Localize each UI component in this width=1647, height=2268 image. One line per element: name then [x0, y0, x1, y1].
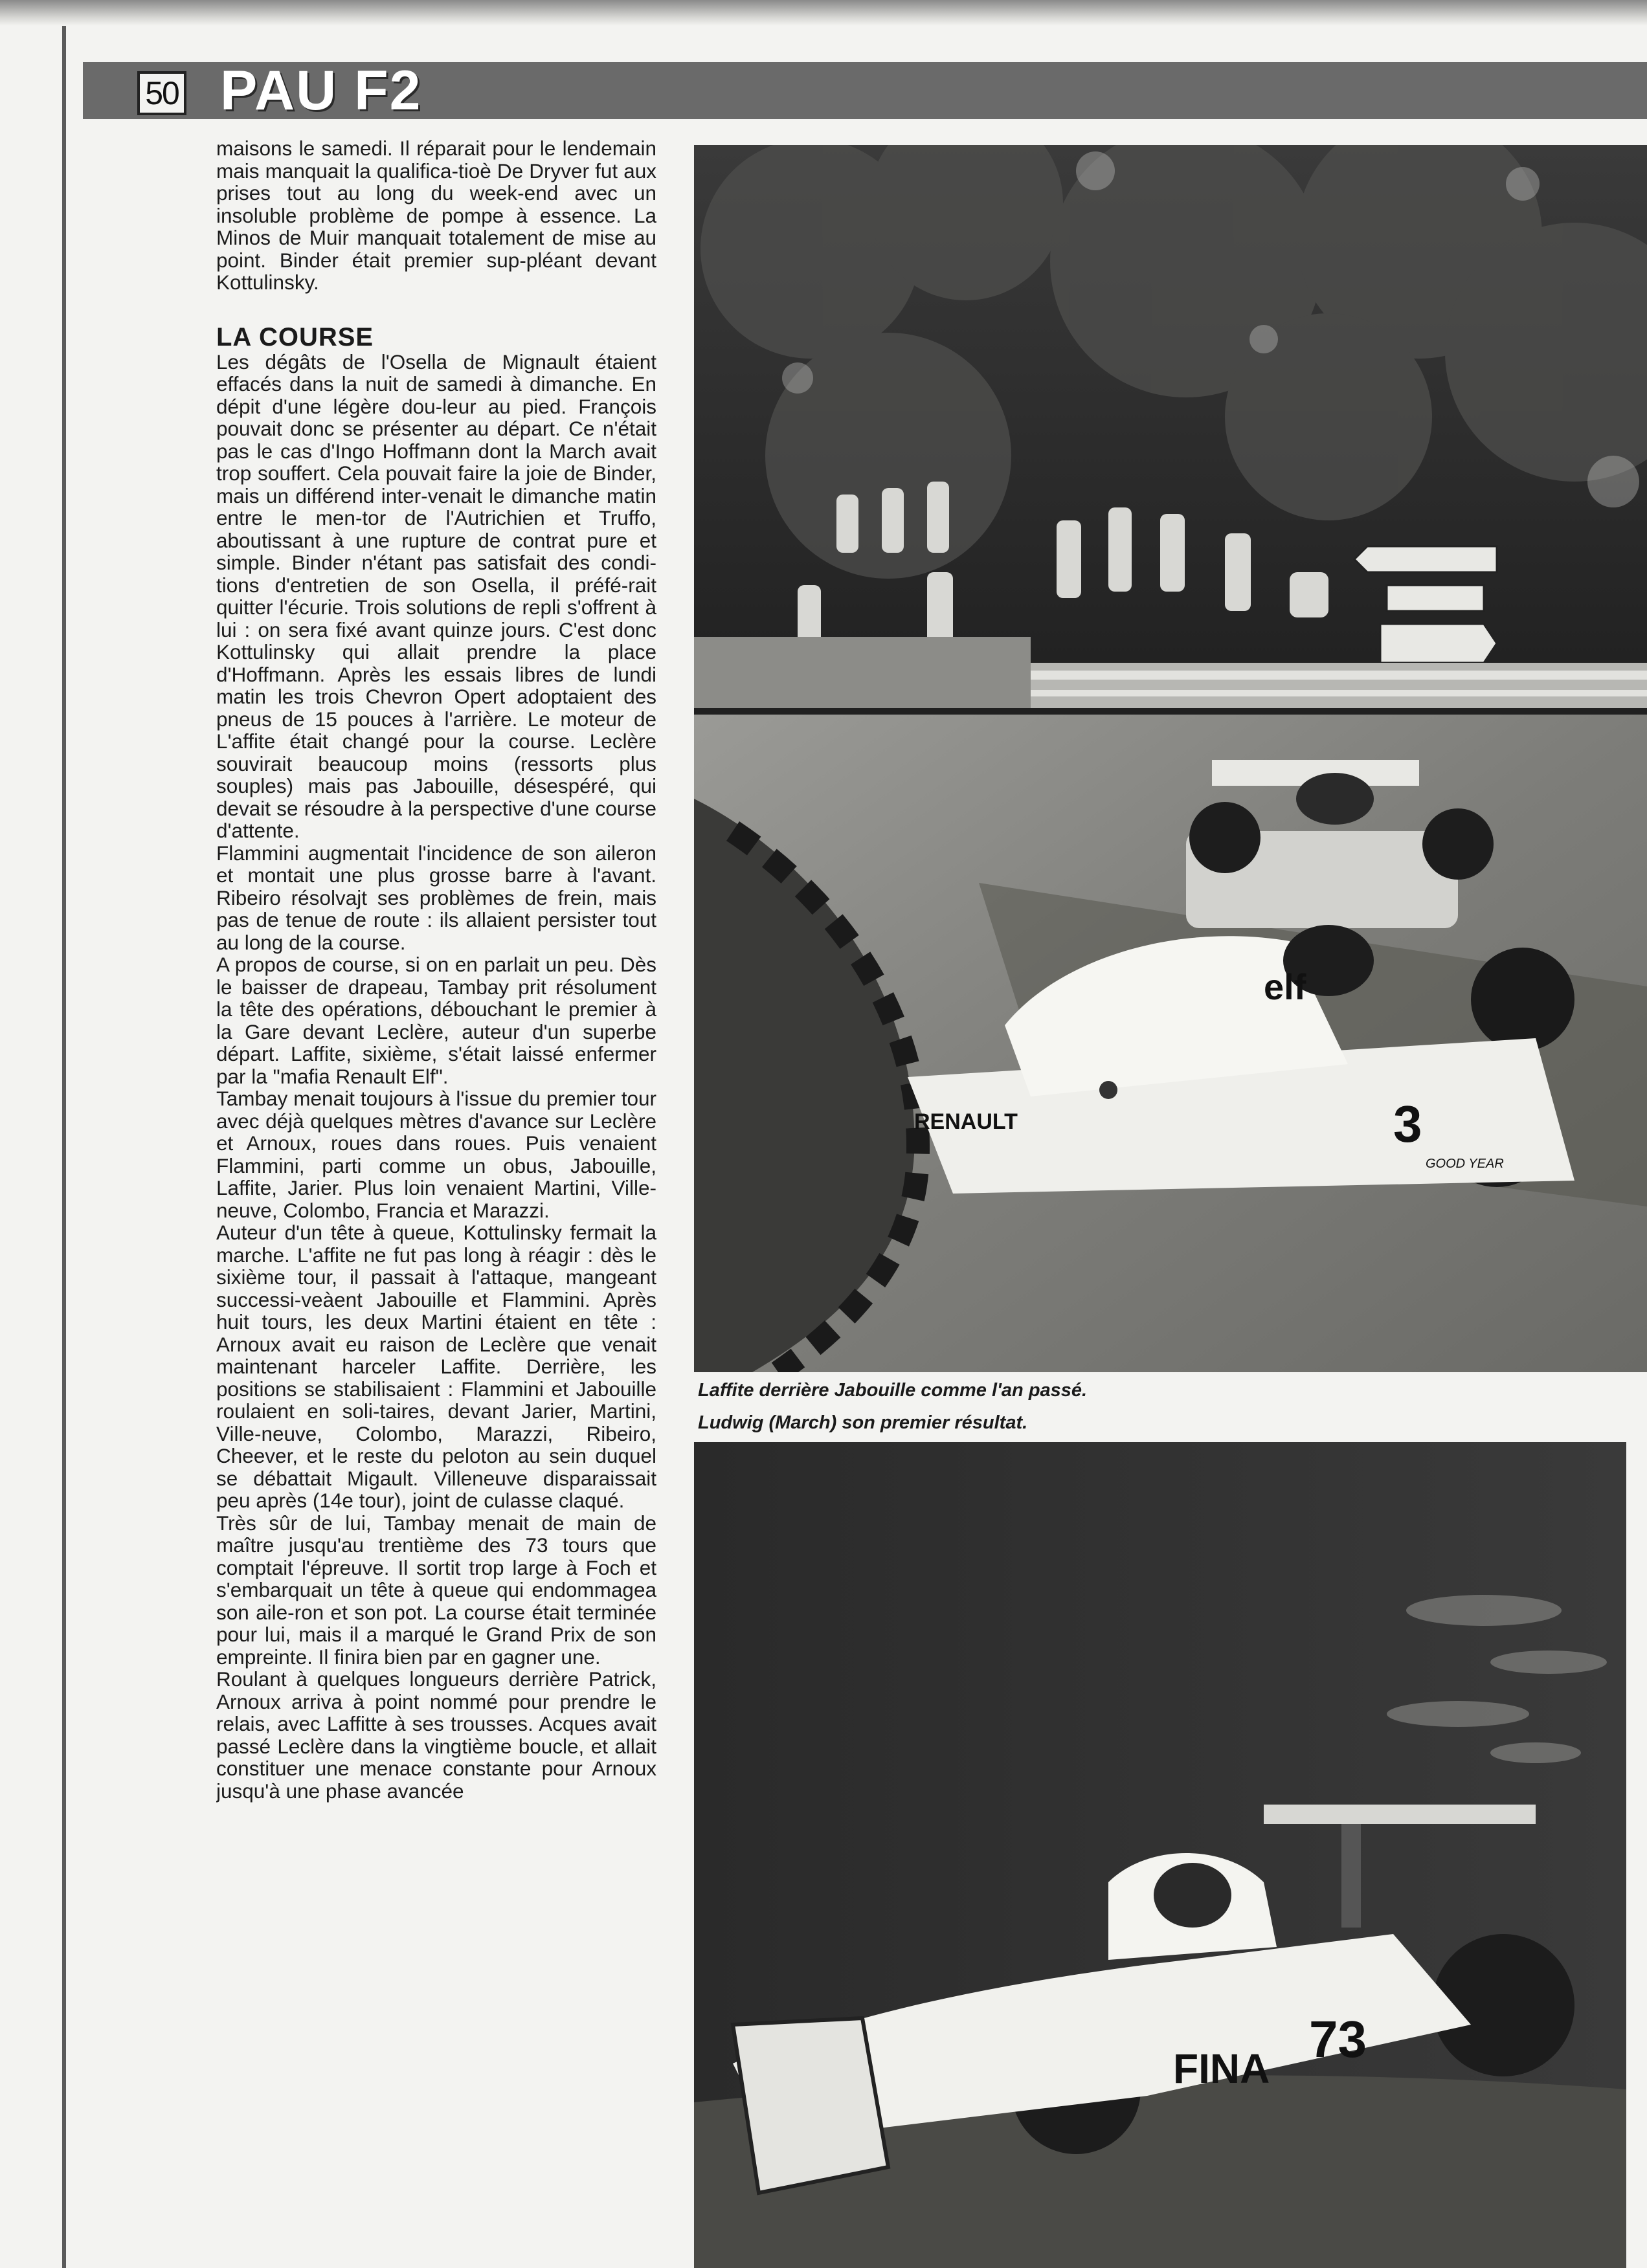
photo-laffite-jabouille	[694, 145, 1647, 1372]
article-paragraph: Les dégâts de l'Osella de Mignault étaient effacés dans la nuit de samedi à dimanche. En dépit d'une légère dou-leur au pied. François pouvait donc se présenter au départ. Ce n'était pas le cas d'Ingo Hoffmann dont la March avait trop souffert. Cela pouvait faire la joie de Binder, mais un différend inter-venait le dimanche matin entre le men-tor de l'Autrichien et Truffo, aboutissant à une rupture de contrat pure et simple. Binder n'étant pas satisfait des condi-tions d'entretien de son Osella, il préfé-rait quitter l'écurie. Trois solutions de repli s'offrent à lui : on sera fixé avant quinze jours. C'est donc Kottulinsky qui allait prendre la place d'Hoffmann. Après les essais libres de lundi matin les trois Chevron Opert adoptaient des pneus de 15 pouces à l'arrière. Le moteur de L'affite était changé pour la course. Leclère souvirait beaucoup moins (ressorts plus souples) mais pas Jabouille, désespéré, qui devait se résoudre à la perspective d'une course d'attente.	[216, 350, 656, 842]
article-paragraph: A propos de course, si on en parlait un peu. Dès le baisser de drapeau, Tambay prit résolument la tête des opérations, débouchant le premier à la Gare devant Leclère, auteur d'un superbe départ. Laffite, sixième, s'était laissé enfermer par la "mafia Renault Elf".	[216, 953, 656, 1088]
page-number: 50	[137, 71, 186, 115]
article-paragraph: Très sûr de lui, Tambay menait de main de maître jusqu'au trentième des 73 tours que comptait l'épreuve. Il sortit trop large à Foch et s'embarquait un tête à queue qui endommagea son aile-ron et son pot. La course était terminée pour lui, mais il a marqué le Grand Prix de son empreinte. Il finira bien par en gagner une.	[216, 1511, 656, 1669]
photo-caption-top: Laffite derrière Jabouille comme l'an passé.	[698, 1380, 1088, 1401]
car-number: 73	[1309, 2010, 1367, 2068]
article-intro: maisons le samedi. Il réparait pour le lendemain mais manquait la qualifica-tioè De Dryver fut aux prises tout au long du week-end avec un insoluble problème de pompe à essence. La Minos de Muir manquait totalement de mise au point. Binder était premier sup-pléant devant Kottulinsky.	[216, 137, 656, 294]
car-sponsor-goodyear: GOOD YEAR	[1426, 1157, 1504, 1171]
car-sponsor-elf: elf	[1264, 966, 1306, 1007]
car-sponsor-fina: FINA	[1173, 2045, 1270, 2092]
page-top-edge	[0, 0, 1647, 26]
article-paragraph: Flammini augmentait l'incidence de son aileron et montait une plus grosse barre à l'avant. Ribeiro résolvajt ses problèmes de frein, mais pas de tenue de route : ils allaient persister tout au long de la course.	[216, 841, 656, 954]
binding-shadow	[62, 26, 66, 2268]
photo-ludwig-march	[694, 1442, 1626, 2268]
article-column	[216, 137, 656, 2267]
car-sponsor-renault: RENAULT	[914, 1109, 1018, 1134]
car-number: 3	[1393, 1095, 1422, 1153]
article-paragraph: Tambay menait toujours à l'issue du premier tour avec déjà quelques mètres d'avance sur Leclère et Arnoux, roues dans roues. Puis venaient Flammini, parti comme un obus, Jabouille, Laffite, Jarier. Plus loin venaient Martini, Ville-neuve, Colombo, Francia et Marazzi.	[216, 1087, 656, 1222]
section-title: PAU F2	[220, 60, 422, 122]
article-paragraph: Roulant à quelques longueurs derrière Patrick, Arnoux arriva à point nommé pour prendre le relais, avec Laffitte à ses trousses. Acques avait passé Leclère dans la vingtième boucle, et allait constituer une menace constante pour Arnoux jusqu'à une phase avancée	[216, 1667, 656, 1803]
article-heading: LA COURSE	[216, 322, 374, 351]
photo-caption-bottom: Ludwig (March) son premier résultat.	[698, 1412, 1028, 1433]
article-paragraph: Auteur d'un tête à queue, Kottulinsky fermait la marche. L'affite ne fut pas long à réagir : dès le sixième tour, il passait à l'attaque, mangeant successi-veàent Jabouille et Flammini. Après huit tours, les deux Martini étaient en tête : Arnoux avait eu raison de Leclère que venait maintenant harceler Laffite. Derrière, les positions se stabilisaient : Flammini et Jabouille roulaient en soli-taires, devant Jarier, Martini, Ville-neuve, Colombo, Marazzi, Ribeiro, Cheever, et le reste du peloton au sein duquel se débattait Migault. Villeneuve disparaissait peu après (14e tour), joint de culasse claqué.	[216, 1221, 656, 1512]
